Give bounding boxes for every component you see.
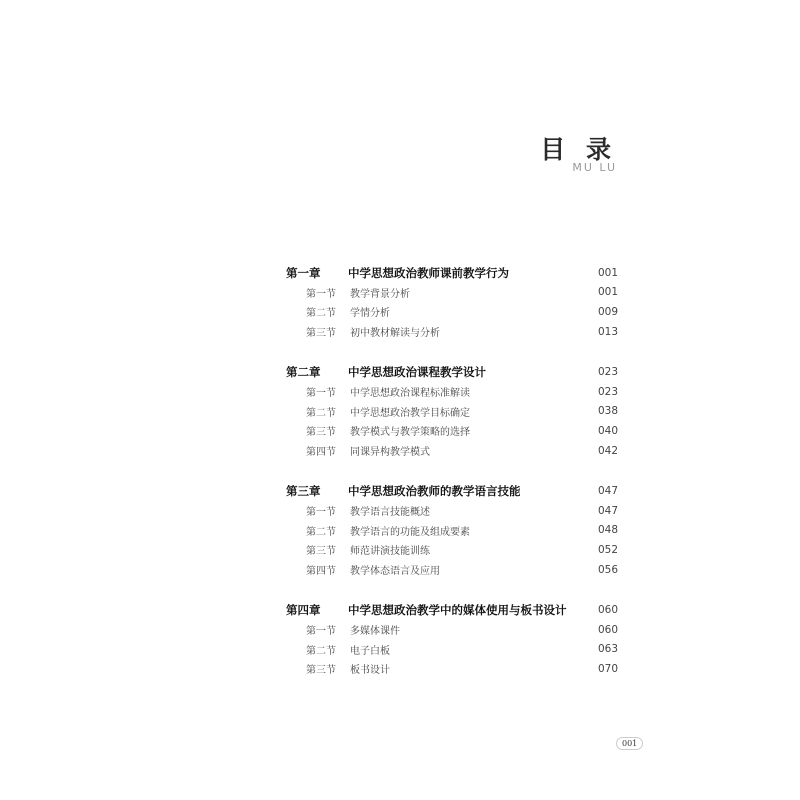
page-ref: 038: [597, 405, 618, 418]
section-entry[interactable]: [286, 521, 618, 541]
page-ref: 052: [597, 543, 618, 556]
section-title: 学情分析: [350, 308, 390, 320]
page-ref: 042: [597, 444, 618, 457]
page-ref: 056: [597, 563, 618, 576]
section-title: 中学思想政治教学目标确定: [350, 407, 470, 419]
section-entry[interactable]: [286, 659, 618, 679]
page-ref: 001: [597, 266, 618, 279]
section-label: 第一节: [306, 388, 336, 400]
section-title: 板书设计: [350, 665, 390, 677]
section-label: 第二节: [306, 407, 336, 419]
page-ref: 009: [597, 305, 618, 318]
chapter-group: [286, 600, 618, 678]
chapter-label: 第三章: [286, 484, 321, 499]
chapter-group: [286, 263, 618, 341]
page-ref: 048: [597, 524, 618, 537]
chapter-group: [286, 362, 618, 460]
page-number: 001: [616, 737, 643, 750]
section-label: 第三节: [306, 328, 336, 340]
section-title: 师范讲演技能训练: [350, 546, 430, 558]
section-label: 第一节: [306, 288, 336, 300]
page-ref: 047: [597, 485, 618, 498]
section-entry[interactable]: [286, 441, 618, 461]
chapter-entry[interactable]: [286, 263, 618, 283]
section-title: 教学语言技能概述: [350, 507, 430, 519]
page-ref: 013: [597, 325, 618, 338]
page-title: 目 录: [540, 135, 617, 164]
section-entry[interactable]: [286, 501, 618, 521]
section-label: 第四节: [306, 566, 336, 578]
chapter-label: 第四章: [286, 603, 321, 618]
chapter-entry[interactable]: [286, 362, 618, 382]
section-title: 教学背景分析: [350, 288, 410, 300]
section-label: 第三节: [306, 427, 336, 439]
section-entry[interactable]: [286, 302, 618, 322]
section-label: 第二节: [306, 308, 336, 320]
page-ref: 040: [597, 424, 618, 437]
section-label: 第四节: [306, 447, 336, 459]
section-entry[interactable]: [286, 283, 618, 303]
chapter-title: 中学思想政治教学中的媒体使用与板书设计: [348, 603, 567, 618]
page-ref: 047: [597, 504, 618, 517]
section-title: 教学体态语言及应用: [350, 566, 440, 578]
section-entry[interactable]: [286, 640, 618, 660]
section-title: 教学语言的功能及组成要素: [350, 526, 470, 538]
section-entry[interactable]: [286, 421, 618, 441]
chapter-entry[interactable]: [286, 600, 618, 620]
section-entry[interactable]: [286, 402, 618, 422]
page-ref: 063: [597, 643, 618, 656]
chapter-title: 中学思想政治教师的教学语言技能: [348, 484, 521, 499]
section-entry[interactable]: [286, 382, 618, 402]
chapter-group: [286, 481, 618, 579]
page-ref: 001: [597, 286, 618, 299]
section-entry[interactable]: [286, 620, 618, 640]
section-title: 初中教材解读与分析: [350, 328, 440, 340]
section-label: 第三节: [306, 546, 336, 558]
section-title: 同课异构教学模式: [350, 447, 430, 459]
section-title: 多媒体课件: [350, 626, 400, 638]
chapter-title: 中学思想政治教师课前教学行为: [348, 265, 509, 280]
section-title: 中学思想政治课程标准解读: [350, 388, 470, 400]
chapter-label: 第二章: [286, 365, 321, 380]
chapter-label: 第一章: [286, 265, 321, 280]
page-ref: 060: [597, 623, 618, 636]
section-entry[interactable]: [286, 560, 618, 580]
chapter-title: 中学思想政治课程教学设计: [348, 365, 486, 380]
section-entry[interactable]: [286, 540, 618, 560]
section-label: 第二节: [306, 645, 336, 657]
section-label: 第二节: [306, 526, 336, 538]
section-entry[interactable]: [286, 322, 618, 342]
page-subtitle: MU LU: [572, 161, 617, 174]
section-title: 教学模式与教学策略的选择: [350, 427, 470, 439]
page-ref: 070: [597, 662, 618, 675]
section-title: 电子白板: [350, 645, 390, 657]
section-label: 第一节: [306, 507, 336, 519]
section-label: 第一节: [306, 626, 336, 638]
section-label: 第三节: [306, 665, 336, 677]
chapter-entry[interactable]: [286, 481, 618, 501]
page-ref: 023: [597, 385, 618, 398]
page-ref: 060: [597, 604, 618, 617]
page-ref: 023: [597, 366, 618, 379]
table-of-contents: [286, 263, 618, 700]
